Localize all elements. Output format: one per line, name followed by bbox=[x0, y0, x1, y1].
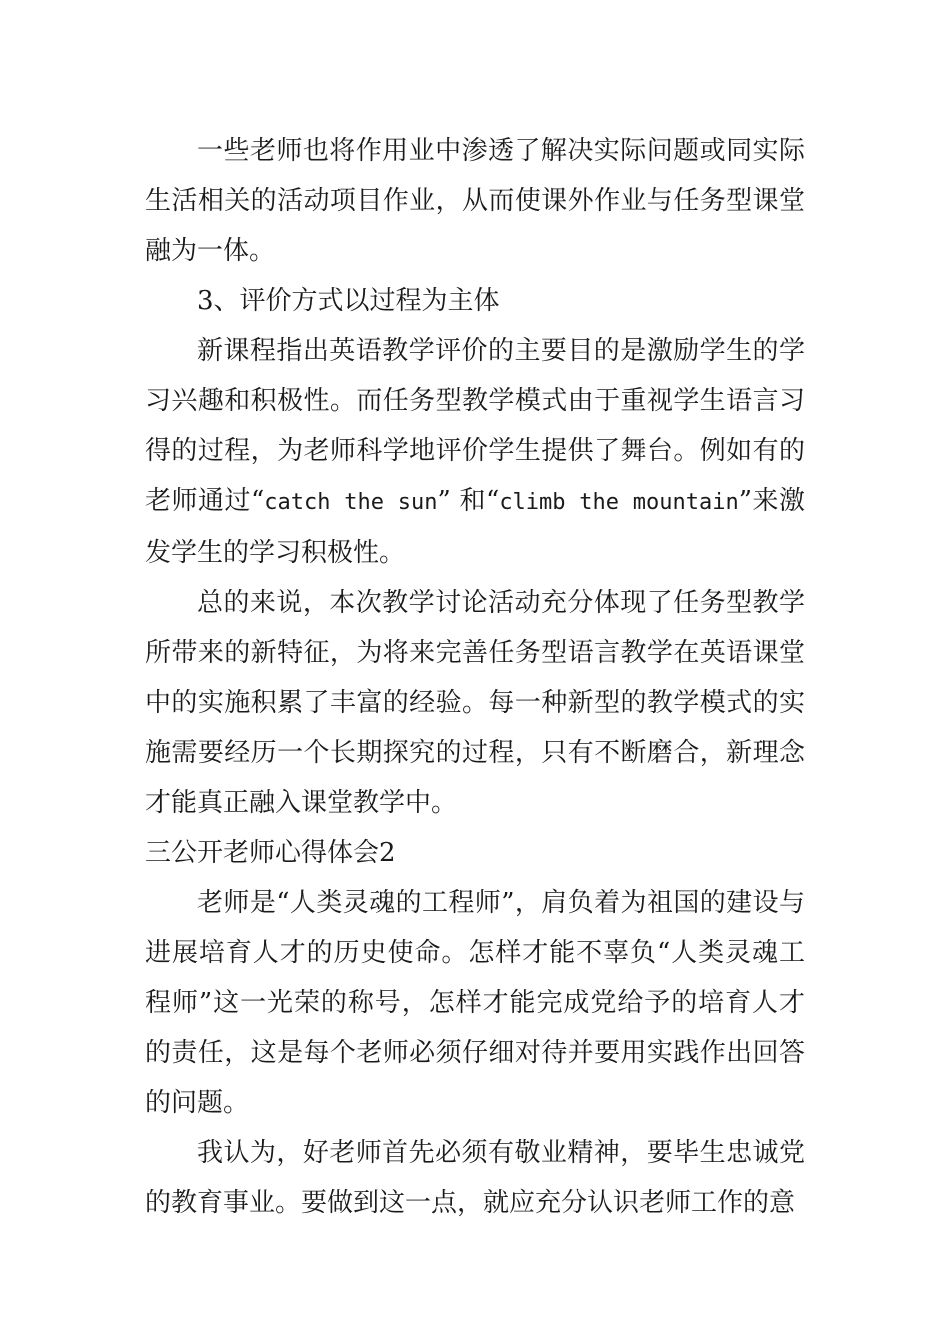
paragraph-summary: 总的来说，本次教学讨论活动充分体现了任务型教学所带来的新特征，为将来完善任务型语言教学在英语课堂中的实施积累了丰富的经验。每一种新型的教学模式的实施需要经历一个长期探究的过程，只有不断磨合，新理念才能真正融入课堂教学中。 bbox=[145, 588, 805, 818]
paragraph-evaluation-text-b: ” 和“ bbox=[437, 486, 500, 516]
paragraph-evaluation-text-c: ”来激发学生的学习积极性。 bbox=[145, 486, 806, 568]
paragraph-evaluation-text-a: 新课程指出英语教学评价的主要目的是激励学生的学习兴趣和积极性。而任务型教学模式由于重视学生语言习得的过程，为老师科学地评价学生提供了舞台。例如有的老师通过“ bbox=[145, 336, 805, 516]
article-title-2: 三公开老师心得体会2 bbox=[145, 838, 396, 868]
paragraph-evaluation bbox=[145, 326, 805, 578]
section-heading-evaluation: 3、评价方式以过程为主体 bbox=[197, 286, 500, 316]
document-page bbox=[145, 126, 805, 1228]
english-term-catch-the-sun: catch the sun bbox=[264, 490, 438, 515]
paragraph-teacher-mission: 老师是“人类灵魂的工程师”，肩负着为祖国的建设与进展培育人才的历史使命。怎样才能不辜负“人类灵魂工程师”这一光荣的称号，怎样才能完成党给予的培育人才的责任，这是每个老师必须仔细对待并要用实践作出回答的问题。 bbox=[145, 888, 805, 1118]
paragraph-dedication: 我认为，好老师首先必须有敬业精神，要毕生忠诚党的教育事业。要做到这一点，就应充分认识老师工作的意 bbox=[145, 1138, 805, 1218]
english-term-climb-the-mountain: climb the mountain bbox=[499, 490, 739, 515]
paragraph-homework-integration: 一些老师也将作用业中渗透了解决实际问题或同实际生活相关的活动项目作业，从而使课外作业与任务型课堂融为一体。 bbox=[145, 136, 805, 266]
